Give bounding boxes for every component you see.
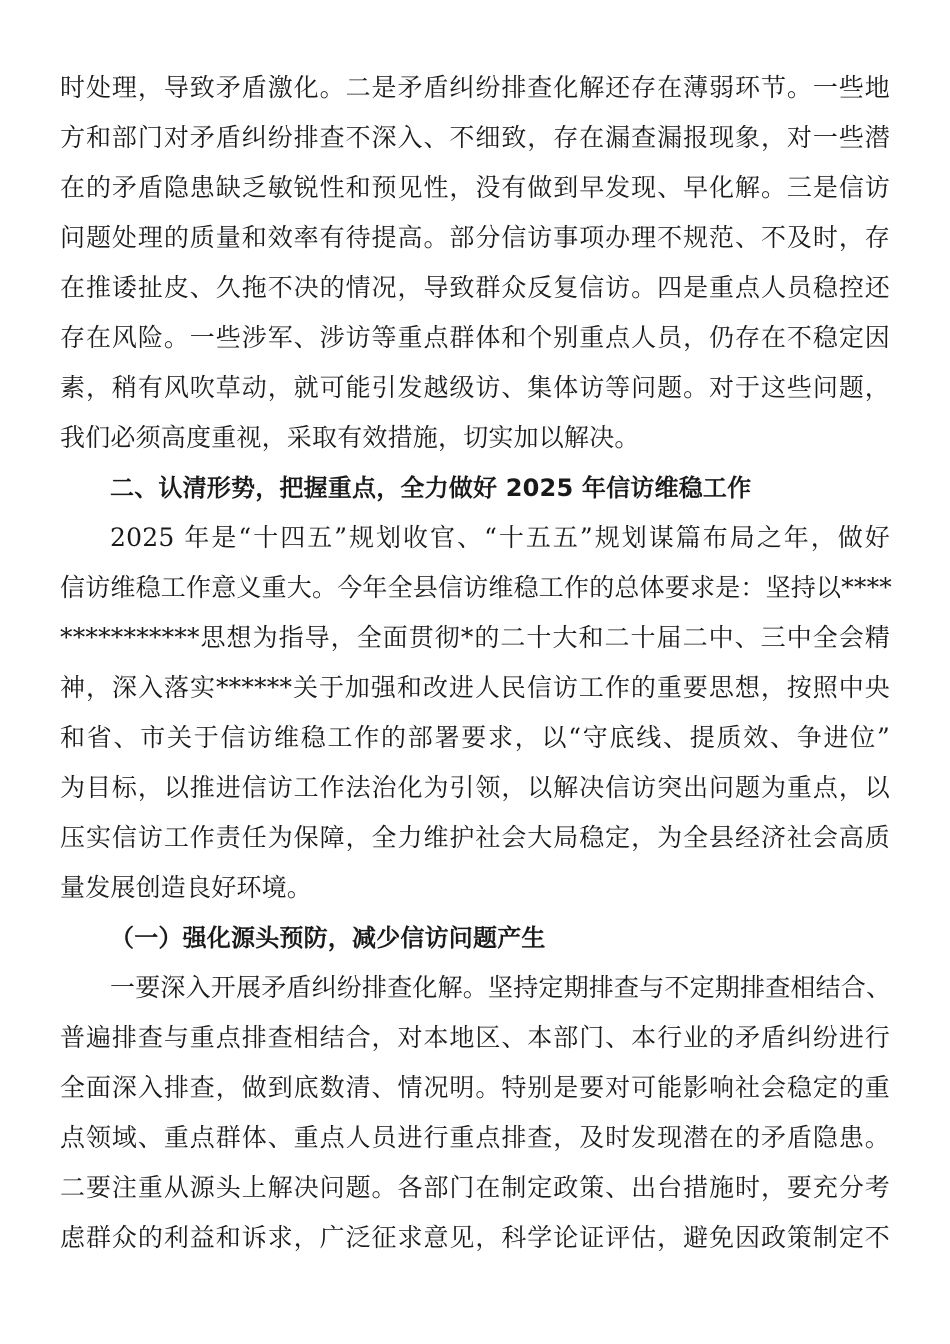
body-text-line: 压实信访工作责任为保障，全力维护社会大局稳定，为全县经济社会高质 (60, 823, 890, 852)
body-text-line: 神，深入落实******关于加强和改进人民信访工作的重要思想，按照中央 (60, 673, 890, 702)
body-text-line: 问题处理的质量和效率有待提高。部分信访事项办理不规范、不及时，存 (60, 223, 890, 252)
body-text-line: 点领域、重点群体、重点人员进行重点排查，及时发现潜在的矛盾隐患。 (60, 1123, 890, 1152)
body-text-line: 为目标，以推进信访工作法治化为引领，以解决信访突出问题为重点，以 (60, 773, 890, 802)
section-heading: 二、认清形势，把握重点，全力做好 2025 年信访维稳工作 (110, 474, 752, 502)
body-text-line: 存在风险。一些涉军、涉访等重点群体和个别重点人员，仍存在不稳定因 (60, 323, 890, 352)
body-text-line: 方和部门对矛盾纠纷排查不深入、不细致，存在漏查漏报现象，对一些潜 (60, 123, 890, 152)
body-text-line: 虑群众的利益和诉求，广泛征求意见，科学论证评估，避免因政策制定不 (60, 1223, 890, 1252)
body-text-line: 我们必须高度重视，采取有效措施，切实加以解决。 (60, 423, 640, 452)
body-text-line: 量发展创造良好环境。 (60, 873, 313, 902)
body-text-line: 时处理，导致矛盾激化。二是矛盾纠纷排查化解还存在薄弱环节。一些地 (60, 73, 890, 102)
body-text-line: 2025 年是“十四五”规划收官、“十五五”规划谋篇布局之年，做好 (110, 523, 890, 552)
body-text-line: ***********思想为指导，全面贯彻*的二十大和二十届二中、三中全会精 (60, 623, 890, 652)
body-text-line: 素，稍有风吹草动，就可能引发越级访、集体访等问题。对于这些问题， (60, 373, 890, 402)
body-text-line: 二要注重从源头上解决问题。各部门在制定政策、出台措施时，要充分考 (60, 1173, 890, 1202)
body-text-line: 普遍排查与重点排查相结合，对本地区、本部门、本行业的矛盾纠纷进行 (60, 1023, 890, 1052)
body-text-line: 在的矛盾隐患缺乏敏锐性和预见性，没有做到早发现、早化解。三是信访 (60, 173, 890, 202)
body-text-line: 和省、市关于信访维稳工作的部署要求，以“守底线、提质效、争进位” (60, 723, 890, 752)
body-text-line: 信访维稳工作意义重大。今年全县信访维稳工作的总体要求是：坚持以**** (60, 573, 893, 602)
body-text-line: 一要深入开展矛盾纠纷排查化解。坚持定期排查与不定期排查相结合、 (110, 973, 892, 1002)
body-text-line: 全面深入排查，做到底数清、情况明。特别是要对可能影响社会稳定的重 (60, 1073, 890, 1102)
body-text-line: 在推诿扯皮、久拖不决的情况，导致群众反复信访。四是重点人员稳控还 (60, 273, 890, 302)
subsection-heading: （一）强化源头预防，减少信访问题产生 (110, 924, 546, 952)
